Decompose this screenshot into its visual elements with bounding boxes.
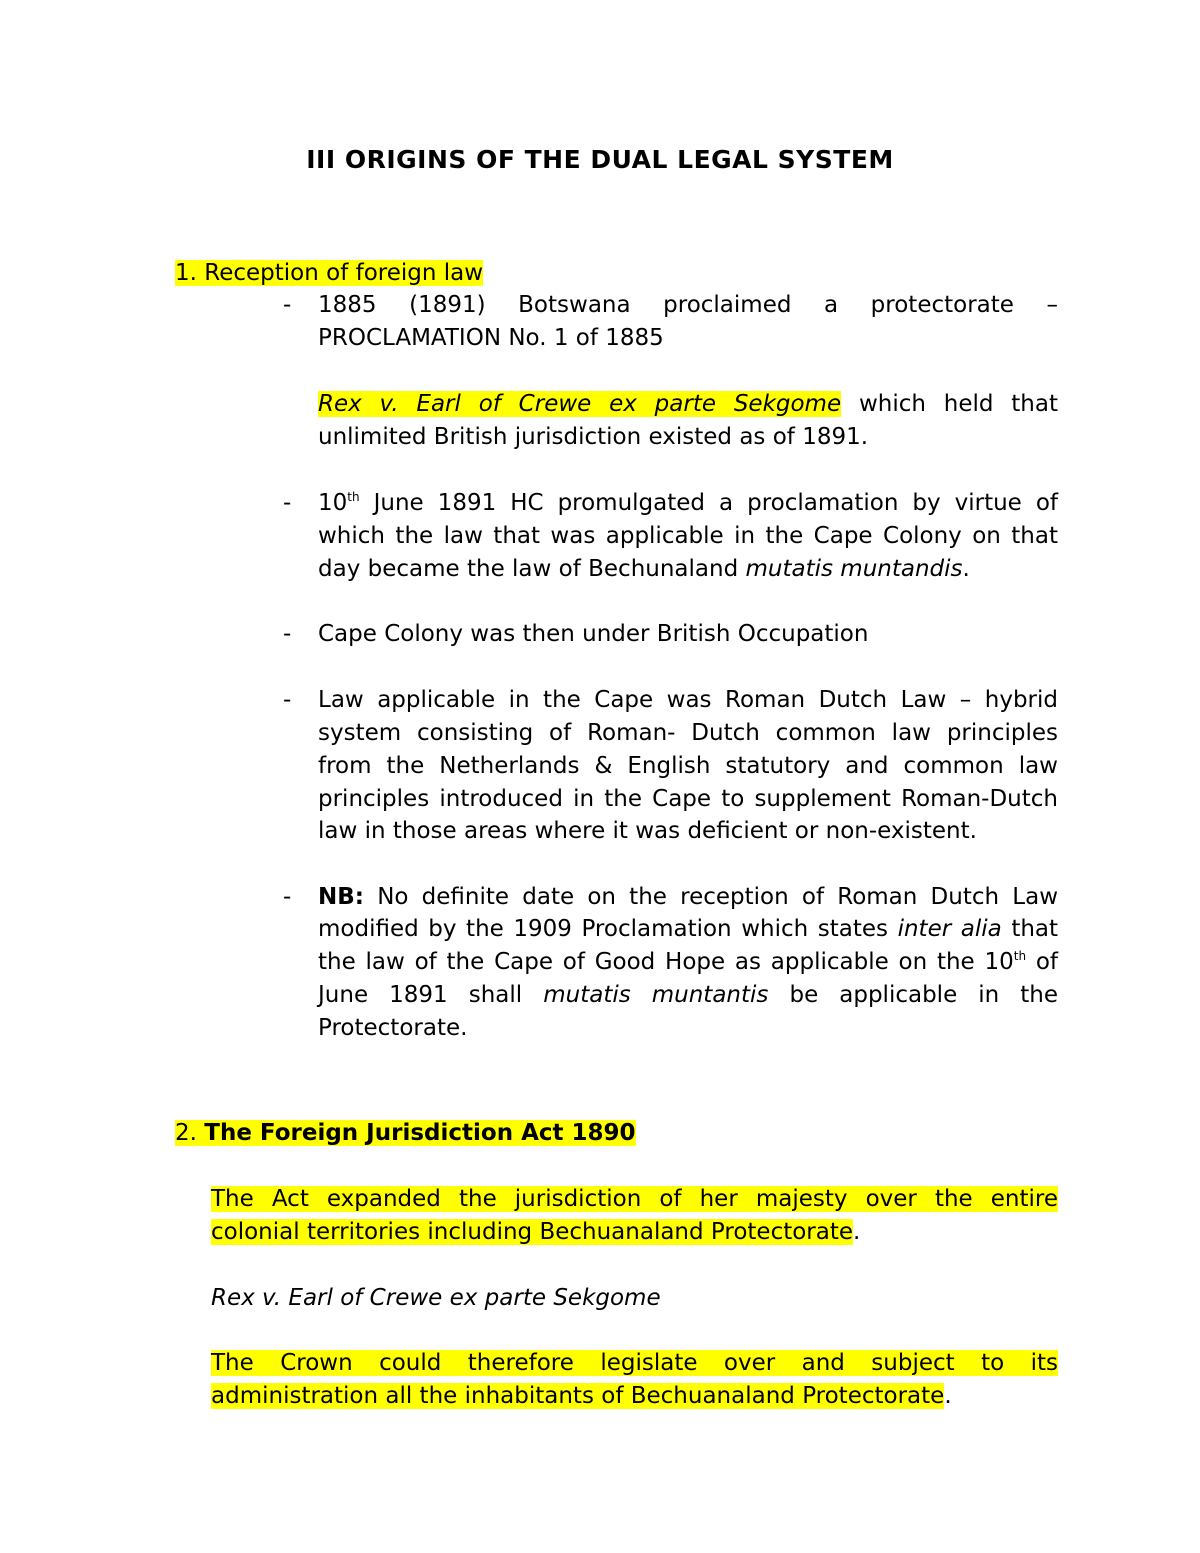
- bullet-5-line-3-tail: of: [1035, 949, 1058, 975]
- highlighted-text: The Act expanded the jurisdiction of her majesty over the entire: [211, 1186, 1058, 1212]
- section-2-number: 2.: [175, 1120, 197, 1146]
- bullet-5-line-4: [318, 979, 1058, 1011]
- case-tail: which held that: [858, 391, 1058, 417]
- bullet-4-line-4: principles introduced in the Cape to supplement Roman-Dutch: [318, 786, 1058, 812]
- bullet-5-line-1: [318, 881, 1058, 913]
- case-name: Rex v. Earl of Crewe ex parte Sekgome: [318, 391, 842, 417]
- bullet-4-line-1: Law applicable in the Cape was Roman Dutch Law – hybrid: [318, 687, 1058, 713]
- bullet-5-line-2-text: modified by the 1909 Proclamation which states: [318, 916, 889, 942]
- bullet-dash: -: [283, 687, 292, 713]
- bullet-2-date: [318, 490, 360, 516]
- section-1-title: Reception of foreign law: [204, 260, 484, 286]
- case-name: Rex v. Earl of Crewe ex parte Sekgome: [211, 1285, 661, 1311]
- bullet-2-line-3: [318, 553, 970, 585]
- bullet-5-line-2: [318, 913, 1058, 945]
- bullet-1-line-2: PROCLAMATION No. 1 of 1885: [318, 325, 664, 351]
- bullet-5-line-3-pre: the law of the Cape of Good Hope as applicable on the 10: [318, 949, 1014, 975]
- bullet-dash: -: [283, 884, 292, 910]
- bullet-2-line-1: [318, 487, 1058, 519]
- section-2-para-2-line-2: [211, 1380, 952, 1412]
- bullet-dash: -: [283, 490, 292, 516]
- bullet-3: Cape Colony was then under British Occupation: [318, 621, 869, 647]
- section-2-para-1-line-2: [211, 1216, 860, 1248]
- bullet-dash: -: [283, 292, 292, 318]
- period: .: [853, 1219, 861, 1245]
- section-2-para-2-line-1: [211, 1347, 1058, 1379]
- bullet-5-line-4-tail: be applicable in the: [789, 982, 1059, 1008]
- bullet-1-line-1: 1885 (1891) Botswana proclaimed a protectorate –: [318, 292, 1058, 318]
- highlighted-text: The Crown could therefore legislate over and subject to its: [211, 1350, 1058, 1376]
- latin-term: mutatis muntandis: [745, 556, 963, 582]
- latin-term: inter alia: [897, 916, 1002, 942]
- latin-term: mutatis muntantis: [543, 982, 769, 1008]
- section-1-number: 1.: [175, 260, 197, 286]
- nb-label: NB:: [318, 884, 364, 910]
- bullet-5-line-3-text: [318, 949, 1026, 975]
- section-2-title: The Foreign Jurisdiction Act 1890: [204, 1120, 636, 1146]
- period: .: [944, 1383, 952, 1409]
- case-reference-line-1: [318, 388, 1058, 420]
- bullet-5-line-1-text: No definite date on the reception of Roman Dutch Law: [377, 884, 1059, 910]
- date-suffix: th: [347, 490, 360, 504]
- date-number: 10: [318, 490, 348, 516]
- bullet-2-line-1-text: June 1891 HC promulgated a proclamation by virtue of: [373, 490, 1058, 516]
- bullet-5-line-5: Protectorate.: [318, 1015, 468, 1041]
- bullet-2-line-3-text: day became the law of Bechunaland: [318, 556, 739, 582]
- highlighted-text: administration all the inhabitants of Bechuanaland Protectorate: [211, 1383, 945, 1409]
- case-reference-line-2: unlimited British jurisdiction existed as of 1891.: [318, 424, 869, 450]
- bullet-5-line-4-text: June 1891 shall: [318, 982, 523, 1008]
- highlighted-text: colonial territories including Bechuanaland Protectorate: [211, 1219, 854, 1245]
- section-2-heading: [175, 1117, 636, 1149]
- bullet-5-line-2-tail: that: [1011, 916, 1059, 942]
- section-2-case: [211, 1282, 661, 1314]
- bullet-5-line-3: [318, 946, 1058, 978]
- section-1-heading: [175, 257, 483, 289]
- bullet-4-line-3: from the Netherlands & English statutory and common law: [318, 753, 1058, 779]
- bullet-dash: -: [283, 621, 292, 647]
- period: .: [962, 556, 970, 582]
- section-2-para-1-line-1: [211, 1183, 1058, 1215]
- bullet-4-line-2: system consisting of Roman- Dutch common law principles: [318, 720, 1058, 746]
- bullet-2-line-2: which the law that was applicable in the Cape Colony on that: [318, 523, 1058, 549]
- page-title: III ORIGINS OF THE DUAL LEGAL SYSTEM: [306, 145, 894, 174]
- bullet-4-line-5: law in those areas where it was deficient or non-existent.: [318, 818, 977, 844]
- date-suffix: th: [1013, 949, 1027, 963]
